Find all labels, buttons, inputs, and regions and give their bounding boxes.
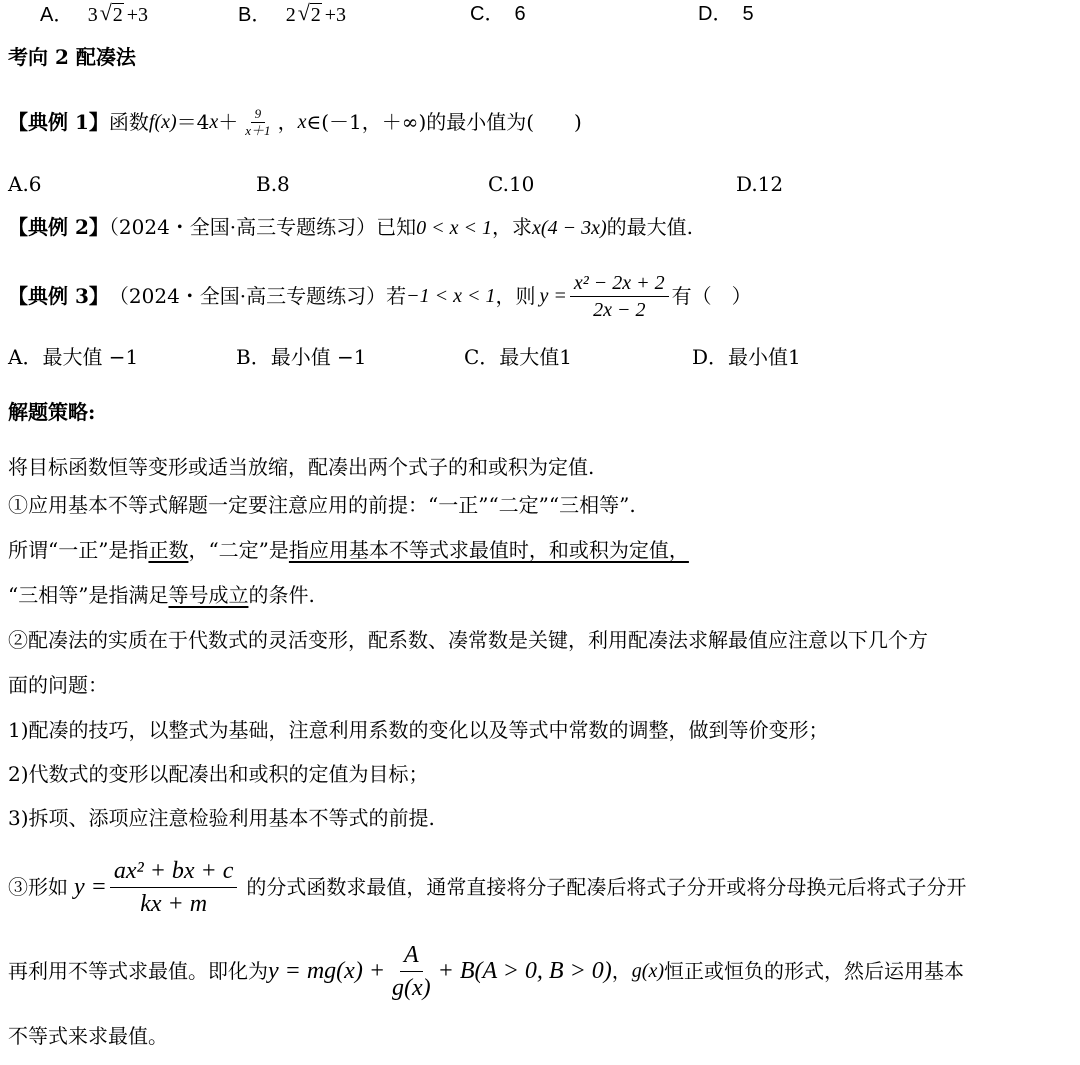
top-option-d: D． 5 [698,3,754,25]
strategy-paragraph-5: ②配凑法的实质在于代数式的灵活变形，配系数、凑常数是关键，利用配凑法求解最值应注意以下几个方 [8,628,928,652]
example3-option-a: A．最大值 −1 [8,345,139,369]
top-option-c: C． 6 [470,3,526,25]
example1-option-c: C.10 [488,172,535,196]
section-title: 考向 2 配凑法 [8,45,136,69]
example3-option-d: D．最小值1 [692,345,801,369]
example1-stem: 【典例 1】 函数 f(x) ＝4 x ＋ $\frac{9}{x+1}$ ， x ∈(－1，＋∞)的最小值为( ) [8,105,582,138]
sqrt-symbol: √ 2 [99,0,123,26]
underlined-term: 正数 [148,538,189,562]
strategy-title: 解题策略: [8,400,96,424]
strategy-paragraph-9: 3)拆项、添项应注意检验利用基本不等式的前提. [8,806,435,830]
example1-options [8,172,1068,200]
sqrt-symbol: √ 2 [297,0,321,26]
top-option-a: A． 3 √ 2 +3 [40,0,148,26]
example1-option-b: B.8 [256,172,290,196]
strategy-paragraph-12: 不等式来求最值。 [8,1024,168,1048]
strategy-paragraph-6: 面的问题： [8,673,108,697]
strategy-paragraph-10: ③形如 y = $\frac{\text{ax² + bx + c}}{kx + m}$ 的分式函数求最值，通常直接将分子配凑后将式子分开或将分母换元后将式子分开 [8,857,967,917]
top-options-row [8,2,1068,32]
example2-label: 【典例 2】 [8,215,109,239]
example3-option-b: B．最小值 −1 [236,345,367,369]
strategy-paragraph-3: 所谓“一正”是指正数，“二定”是指应用基本不等式求最值时，和或积为定值， [8,538,689,562]
example3-option-c: C．最大值1 [464,345,573,369]
strategy-fraction-2: $\frac{A}{g(x)}$ [392,941,431,1001]
example3-stem: 【典例 3】 （2024・全国·高三专题练习）若 −1 < x < 1 ，则 y = $\frac{\text{x² − 2x + 2}}{2x - 2}$ 有（ ） [8,271,752,321]
example3-fraction: $\frac{\text{x² − 2x + 2}}{2x - 2}$ [570,271,669,322]
example1-option-d: D.12 [736,172,784,196]
strategy-fraction-1: $\frac{\text{ax² + bx + c}}{kx + m}$ [110,856,238,919]
top-option-b: B． 2 √ 2 +3 [238,0,346,26]
strategy-paragraph-11: 再利用不等式求最值。即化为 y = mg(x) + $\frac{A}{g(x)}$ + B(A > 0, B > 0) ， g(x) 恒正或恒负的形式，然后运用基本 [8,941,964,1001]
strategy-paragraph-7: 1)配凑的技巧，以整式为基础，注意利用系数的变化以及等式中常数的调整，做到等价变形； [8,718,829,742]
example2-stem: 【典例 2】（2024・全国·高三专题练习）已知0 < x < 1，求x(4 − 3x)的最大值. [8,215,693,239]
strategy-paragraph-4: “三相等”是指满足等号成立的条件. [8,583,315,607]
example1-label: 【典例 1】 [8,110,109,134]
example3-label: 【典例 3】 [8,284,109,308]
underlined-term: 指应用基本不等式求最值时，和或积为定值， [288,538,689,562]
underlined-term: 等号成立 [168,583,249,607]
example1-option-a: A.6 [8,172,42,196]
example3-options [8,345,1068,373]
example1-fraction: $\frac{9}{x+1}$ [245,105,271,138]
strategy-paragraph-1: 将目标函数恒等变形或适当放缩，配凑出两个式子的和或积为定值. [8,455,595,479]
strategy-paragraph-8: 2)代数式的变形以配凑出和或积的定值为目标； [8,762,429,786]
strategy-paragraph-2: ①应用基本不等式解题一定要注意应用的前提：“一正”“二定”“三相等”. [8,493,636,517]
